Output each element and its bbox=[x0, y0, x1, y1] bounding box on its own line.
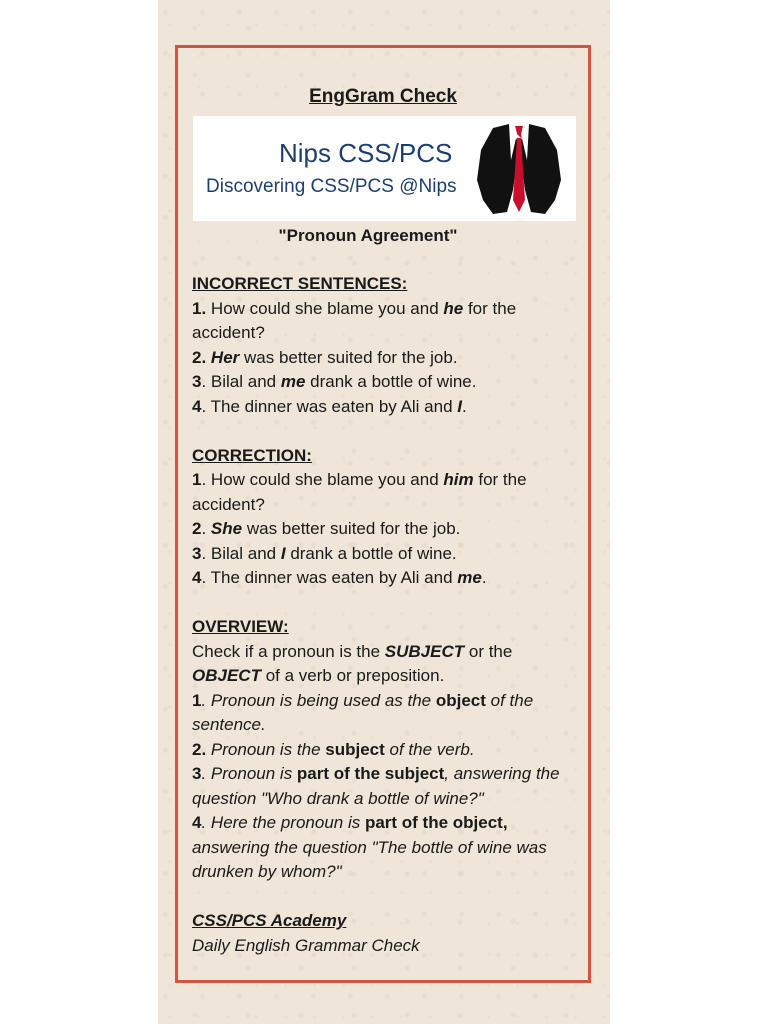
correction-heading: CORRECTION: bbox=[192, 445, 312, 465]
overview-heading: OVERVIEW: bbox=[192, 617, 289, 636]
page-title: EngGram Check bbox=[309, 86, 457, 107]
list-item: 2. She was better suited for the job. bbox=[192, 519, 461, 538]
academy-tagline: Daily English Grammar Check bbox=[192, 935, 420, 955]
list-item: 3. Bilal and I drank a bottle of wine. bbox=[192, 543, 457, 563]
overview-point: 4. Here the pronoun is part of the object, answering the question "The bottle of wine was drunken by whom?" bbox=[192, 813, 547, 881]
suit-tie-icon bbox=[473, 120, 565, 218]
academy-name: CSS/PCS Academy bbox=[192, 911, 347, 930]
list-item: 1. How could she blame you and he for the accident? bbox=[192, 298, 517, 342]
brand-banner bbox=[193, 116, 576, 221]
banner-title: Nips CSS/PCS bbox=[279, 138, 453, 168]
list-item: 1. How could she blame you and him for the accident? bbox=[192, 470, 527, 514]
banner-subtitle: Discovering CSS/PCS @Nips bbox=[206, 176, 457, 197]
list-item: 4. The dinner was eaten by Ali and me. bbox=[192, 568, 487, 587]
list-item: 2. Her was better suited for the job. bbox=[192, 347, 458, 367]
lesson-content bbox=[192, 272, 584, 958]
overview-point: 2. Pronoun is the subject of the verb. bbox=[192, 739, 475, 759]
list-item: 3. Bilal and me drank a bottle of wine. bbox=[192, 372, 477, 391]
topic-subtitle: "Pronoun Agreement" bbox=[278, 226, 458, 245]
overview-point: 1. Pronoun is being used as the object of the sentence. bbox=[192, 690, 534, 734]
list-item: 4. The dinner was eaten by Ali and I. bbox=[192, 396, 467, 416]
overview-intro: Check if a pronoun is the SUBJECT or the OBJECT of a verb or preposition. bbox=[192, 641, 513, 685]
incorrect-heading: INCORRECT SENTENCES: bbox=[192, 274, 408, 293]
overview-point: 3. Pronoun is part of the subject, answering the question "Who drank a bottle of wine?" bbox=[192, 764, 560, 808]
